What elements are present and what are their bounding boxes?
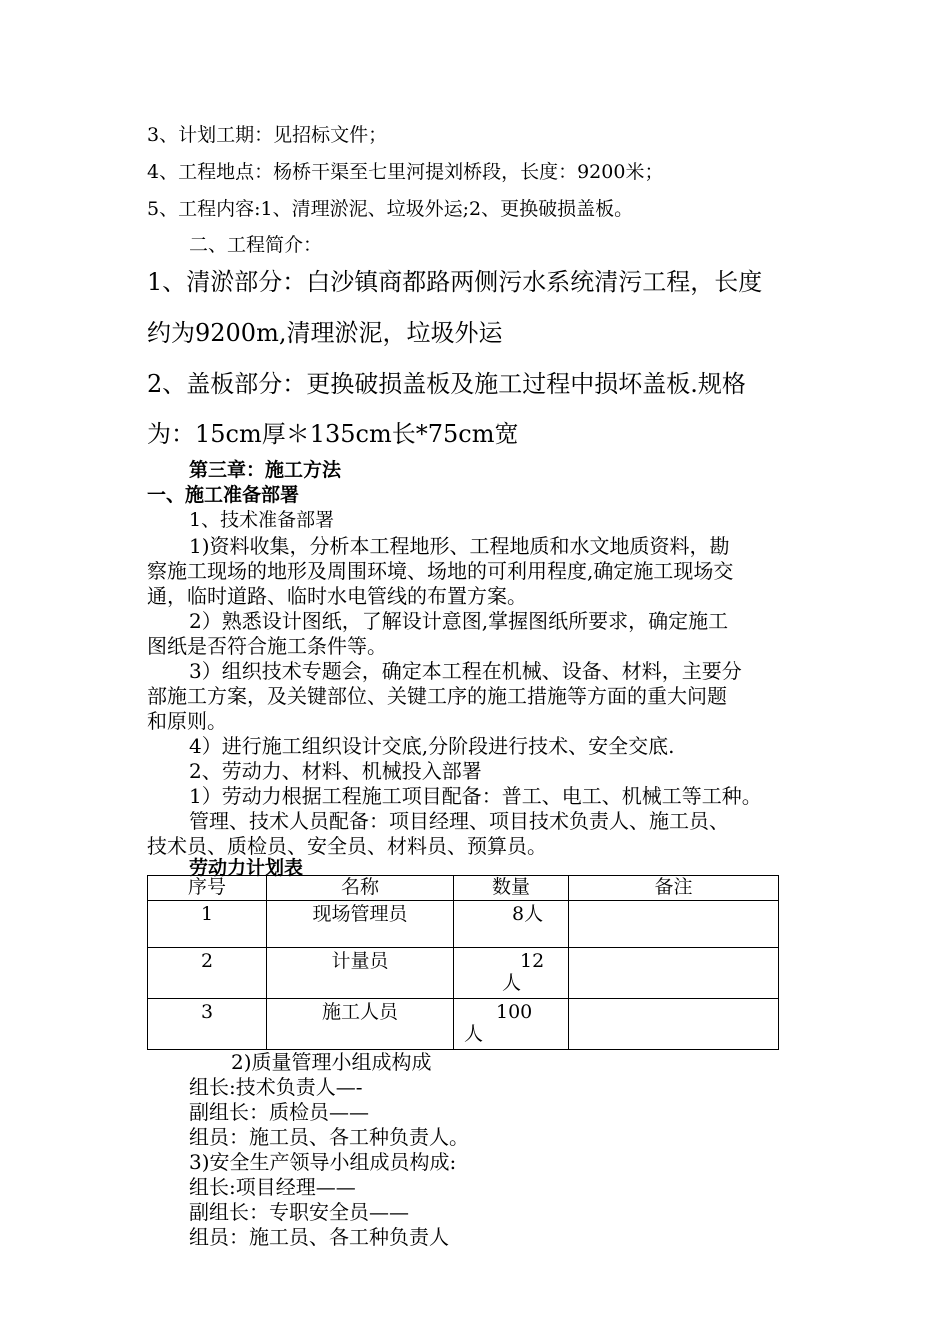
table-title: 劳动力计划表 xyxy=(189,857,304,879)
qty-unit: 人 xyxy=(502,972,522,994)
labor-plan-table xyxy=(147,875,779,1050)
paragraph-line: 组员：施工员、各工种负责人 xyxy=(189,1225,449,1249)
paragraph-line: 管理、技术人员配备：项目经理、项目技术负责人、施工员、 xyxy=(189,809,729,833)
column-header: 名称 xyxy=(267,876,454,901)
paragraph-line: 2）熟悉设计图纸，了解设计意图,掌握图纸所要求，确定施工 xyxy=(189,609,729,633)
paragraph-line: 组长:技术负责人—- xyxy=(189,1075,363,1099)
text-line: 3、计划工期：见招标文件； xyxy=(147,124,388,146)
cell-name: 施工人员 xyxy=(267,999,454,1050)
cell-note xyxy=(569,999,779,1050)
chapter-title: 第三章：施工方法 xyxy=(189,459,342,481)
subsection-title: 1、技术准备部署 xyxy=(189,509,335,531)
paragraph-line: 1）劳动力根据工程施工项目配备：普工、电工、机械工等工种。 xyxy=(189,784,762,808)
paragraph-line: 4）进行施工组织设计交底,分阶段进行技术、安全交底. xyxy=(189,734,675,758)
paragraph-line: 组长:项目经理—— xyxy=(189,1175,356,1199)
paragraph-line: 通，临时道路、临时水电管线的布置方案。 xyxy=(147,584,527,608)
paragraph-line: 察施工现场的地形及周围环境、场地的可利用程度,确定施工现场交 xyxy=(147,559,734,583)
text-line: 5、工程内容:1、清理淤泥、垃圾外运;2、更换破损盖板。 xyxy=(147,198,634,220)
text-line: 1、清淤部分：白沙镇商都路两侧污水系统清污工程，长度 xyxy=(147,268,763,296)
section-title: 一、施工准备部署 xyxy=(147,484,300,506)
paragraph-line: 和原则。 xyxy=(147,709,227,733)
text-line: 约为9200m,清理淤泥，垃圾外运 xyxy=(147,319,503,347)
cell-qty xyxy=(454,999,569,1050)
column-header: 备注 xyxy=(569,876,779,901)
paragraph-line: 2)质量管理小组成构成 xyxy=(231,1050,432,1074)
paragraph-line: 部施工方案，及关键部位、关键工序的施工措施等方面的重大问题 xyxy=(147,684,727,708)
column-header: 序号 xyxy=(148,876,267,901)
cell-qty xyxy=(454,901,569,948)
paragraph-line: 技术员、质检员、安全员、材料员、预算员。 xyxy=(147,834,547,858)
subsection-title: 2、劳动力、材料、机械投入部署 xyxy=(189,759,482,783)
paragraph-line: 副组长：质检员—— xyxy=(189,1100,369,1124)
cell-name: 现场管理员 xyxy=(267,901,454,948)
cell-note xyxy=(569,901,779,948)
qty-unit: 人 xyxy=(464,1023,484,1045)
paragraph-line: 3）组织技术专题会，确定本工程在机械、设备、材料，主要分 xyxy=(189,659,742,683)
cell-name: 计量员 xyxy=(267,948,454,999)
paragraph-line: 1)资料收集，分析本工程地形、工程地质和水文地质资料，勘 xyxy=(189,534,730,558)
section-heading: 二、工程简介： xyxy=(189,234,323,256)
cell-no: 1 xyxy=(148,901,267,948)
paragraph-line: 组员：施工员、各工种负责人。 xyxy=(189,1125,469,1149)
cell-qty xyxy=(454,948,569,999)
qty-value: 8人 xyxy=(512,903,544,925)
table-header-row xyxy=(148,876,779,901)
cell-no: 3 xyxy=(148,999,267,1050)
table-row xyxy=(148,901,779,948)
paragraph-line: 图纸是否符合施工条件等。 xyxy=(147,634,387,658)
cell-no: 2 xyxy=(148,948,267,999)
paragraph-line: 3)安全生产领导小组成员构成: xyxy=(189,1150,457,1174)
cell-note xyxy=(569,948,779,999)
qty-value: 100 xyxy=(496,1001,533,1023)
qty-value: 12 xyxy=(520,950,545,972)
text-line: 4、工程地点：杨桥干渠至七里河提刘桥段，长度：9200米； xyxy=(147,161,664,183)
table-row xyxy=(148,999,779,1050)
table-row xyxy=(148,948,779,999)
text-line: 为：15cm厚＊135cm长*75cm宽 xyxy=(147,420,519,448)
paragraph-line: 副组长：专职安全员—— xyxy=(189,1200,409,1224)
text-line: 2、盖板部分：更换破损盖板及施工过程中损坏盖板.规格 xyxy=(147,370,746,398)
column-header: 数量 xyxy=(454,876,569,901)
